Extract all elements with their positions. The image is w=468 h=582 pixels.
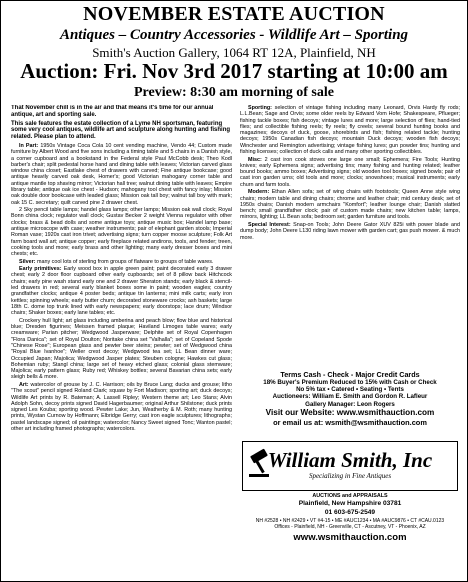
- modern-label: Modern:: [248, 189, 270, 196]
- right-column: [240, 105, 460, 370]
- misc-text: 2 cast iron cook stoves one large one small; Ephemera; Fire Tools; Hunting knives; early Ephemera signs; advertising tins; many fishing and hunting related; leather bound books; ammo boxes; Advertising signs; old wooden tool boxes; signed bowls; pair of cast iron garden urns; old tools and more; clocks; snowshoes; musical instruments; early churn and farm tools.: [240, 156, 460, 188]
- sporting-paragraph: [240, 105, 460, 155]
- early-text: Early wood box in apple green paint; paint decorated early 3 drawer chest; early 2 door floor cupboard other early cupboards; set of 8 pillow back Hitchcock chairs; early pine wash stand early one and 2 drawer Sheraton stands; early black & stencil-led drawers in red; several early blanket boxes some in paint; wooden eagles; country grandfather clocks; antique 4 poster beds; antique tin lanterns; mini milk carts; early iron kettles; spinning wheels; early butter churn; decorated stoneware crocks; ash baskets; large 18th C. dome top trunk lined with early newspapers; early doorstops; lace drum; Windsor chairs; Shaker boxes; early lane tables; etc.: [11, 266, 232, 317]
- license-line: NH #2528 • NH #2429 • VT #4-15 • ME #AUC1234 • MA #AUC9876 • CT #CAU.0123: [255, 518, 445, 524]
- sporting-text: selection of vintage fishing including many Leonard, Orvis Hardy fly rods; L.L.Bean; Sage and Orvis; some older reels by Edward Vom Hofe; Shakespeare, Pflueger; fishing tackle boxes; fish decoys; vintage lures and more; large selection of flies; hand-tied flies; and collectible fishing reels; fly reels; fly creels; several bound hunting books and magazines; decoys of duck, goose, shorebirds and fish; fishing related tackle; hunting decoys; 1950s Canadian fish decoys; mountain Duck decoys; wooden fish decoys; Winchester and Remington advertising; vintage fishing lures; gun powder tins; hunting and fishing licenses; collection of duck calls and many other sporting collectibles.: [240, 105, 460, 156]
- terms-block: [240, 370, 460, 428]
- company-tagline: Specializing in Fine Antiques: [308, 472, 392, 480]
- special-label: Special Interest:: [248, 221, 291, 228]
- company-logo-block: [240, 439, 460, 577]
- company-address: [240, 500, 460, 517]
- ad-preview: Preview: 8:30 am morning of sale: [134, 85, 334, 100]
- silver-text: many cool lots of sterling from groups of flatware to groups of table wares.: [36, 258, 214, 265]
- crockery-paragraph: Crockery hull light; art glass including amberina and peach blow; flow blue and historical blue; Dresden figurines; Meissen framed plaque; Haviland Limoges table wares; early creamware; Parian pitcher; Wedgwood Jasperware; Delphite set of Royal Copenhagen "Flora Danica"; set of Royal Doulton; Noritake china set "Valhalla"; set of Copeland Spode "Chinese Rose"; European glass and pewter beer steins; pewter; set of Wedgwood china "Royal Blue Ivanhoe"; Weller crest decoy; Wedgwood tea set; LL Bean dinner ware; Occupied Japan; Majolica; Wedgwood Jasper plates; Steuben cologne; Hawkes cut glass; Bohemian ruby; Stangl china; large set of heavy etched glass; colonial glass stemware; Majolica; early pattern glass; Ruby red; Whiskey bottles; several Bavarian china sets; early sleigh bells & more.: [11, 317, 232, 381]
- in-part-paragraph: [11, 143, 232, 206]
- in-part-text: 1950s Vintage Coca Cola 10 cent vending machine, Vendo 44; Custom made furniture by Albert Wood and five sons including a timing table and 5 chairs in a Danish style, a corner cupboard and a bookstand in the Federal style Paul McCobb desk; Theo Kodl barber's chair; split pedestal horse hand and dining table with leaves; Victorian carved glass window china closet; Eastlake chest of drawers with carved; Fine antique bookcase; good antique heavily carved oak desk, Homer's; good Victorian mahogany corner table and antique mantle top shaving mirror; Victorian hall tree; walnut dining table with leaves; Empire library table; antique oak ice chest - Hudson; mahogany tool chest with fancy inlay; Mission oak double door bookcase with leaded glass; Mission oak tall boy; walnut tall boy with mark; oak 15 C. secretary; quilt carved pine 2 drawer chest.: [11, 142, 232, 206]
- art-paragraph-start: [11, 382, 232, 432]
- misc-label: Misc:: [248, 156, 262, 163]
- art-label: Art:: [19, 381, 29, 388]
- offices-line: Offices - Plainfield, NH - Greenville, CT - Ascutney, VT - Phoenix, AZ: [274, 524, 426, 531]
- lead-paragraph-2: This sale features the estate collection of a Lyme NH sportsman, featuring some very cool antiques, wildlife art and sculpture along hunting and fishing related. Please plan to attend.: [11, 120, 231, 141]
- special-text: Snap-on Tools; John Deere Gator XUV 825i with power blade and dump body; John Deere L130 riding lawn mower with garden cart; gas push mower.: [240, 221, 460, 235]
- logo-frame: [242, 441, 458, 491]
- misc-items-paragraph: 2 Sky pencil table lamps; handel glass lamps; other lamps; Mission oak wall clock; Royal Bonn china clock; regulator wall clock; Gustav Becker 2 weight Vienna regulator with other clocks; brass & bead dolls and some antique toys; antique music box; Handel lamp base; antique microscope with case; weather instruments; pair of elephant garden stools; Imperial Roman vase; 1920s cast iron trivet; advertising signs; turn copper moose sculpture; Folk Art farm board wall art; antique copper; early fireplace related andirons, tools, and fender; treen, cooking tools and more; early brass and other lighting; many early dresser boxes and mini chests; etc.: [11, 207, 232, 258]
- special-interest-paragraph: [240, 222, 460, 241]
- sporting-label: Sporting:: [248, 105, 272, 111]
- ad-subtitle: Antiques – Country Accessories - Wildlife Art – Sporting: [59, 27, 409, 43]
- auctioneers-line: Auctioneers: William E. Smith and Gordon R. Lafleur: [272, 393, 428, 401]
- email-line[interactable]: or email us at: wsmith@wsmithauction.com: [273, 417, 427, 427]
- in-part-label: In Part:: [19, 142, 39, 149]
- lead-paragraph-1: That November chill is in the air and that means it's time for our annual antique, art and sporting sale.: [11, 105, 214, 118]
- silver-paragraph: [11, 259, 232, 265]
- left-column: [11, 105, 232, 575]
- premium-line: 18% Buyer's Premium Reduced to 15% with Cash or Check: [263, 379, 437, 386]
- early-label: Early primitives:: [19, 266, 62, 273]
- company-services: AUCTIONS and APPRAISALS: [312, 493, 388, 499]
- misc-paragraph: [240, 157, 460, 188]
- art-text: watercolor of grouse by J. C. Harrison; oils by Bruce Lang; ducks and grouse; litho "The scout" pencil signed Roland Clark; squaw by Fort Madison; sporting art; duck decoys; Wildlife Art prints by R. Bateman; A. Lassell Ripley; Western theme art; Leo Stans; Alvin Adolph Sohn, decoy prints signed David Hagerbaumer; original Arthur Shilstone; duck prints signed Les Kouba; sporting wood. Pewter Lake; Jun, Weatherby & M. Roth; many hunting prints, Wystan Curnow by Hoffmann; Elbridge Gerry; cast iron eagle sculptures; lithographs; pastel landscape signed; oil paintings; watercolor; Nancy Sweet signed Tonc; Wanton pastel; other art including framed photographs; watercolors.: [11, 381, 232, 432]
- amenities-line: No 5% tax • Catered • Seating • Tents: [296, 386, 404, 394]
- modern-paragraph: [240, 189, 460, 220]
- website-line[interactable]: Visit our Website: www.wsmithauction.com: [265, 407, 435, 417]
- company-website[interactable]: www.wsmithauction.com: [293, 532, 407, 543]
- silver-label: Silver:: [19, 258, 36, 265]
- company-phone: 01 603-675-2549: [324, 508, 376, 516]
- etc-text: & much more.: [240, 228, 460, 241]
- gallery-manager-line: Gallery Manager: Leon Rogers: [305, 400, 395, 408]
- modern-text: Ethan Allen sofa; set of wing chairs with footstools; Queen Anne style wing chairs; modern table and dining chairs; chrome and leather chair; mid century desk; set of 1950s chairs; Danish modern armchairs "Komfort"; leather lounge chair; Danish slatted bench; small grandfather clock; pair of custom made chairs; new kitchen table; lamps, mirrors, lighting; LL Bean sofa; bedroom set; garden furniture and tools.: [240, 189, 460, 221]
- ad-date-line: Auction: Fri. Nov 3rd 2017 starting at 10:00 am: [20, 59, 448, 83]
- terms-line: Terms Cash - Check - Major Credit Cards: [280, 370, 420, 379]
- ad-location: Smith's Auction Gallery, 1064 RT 12A, Plainfield, NH: [92, 45, 376, 60]
- ad-title: NOVEMBER ESTATE AUCTION: [83, 3, 385, 25]
- company-licenses: [240, 518, 460, 530]
- company-name: William Smith, Inc: [267, 448, 433, 472]
- early-primitives-paragraph: [11, 266, 232, 316]
- company-city: Plainfield, New Hampshire 03781: [298, 500, 402, 507]
